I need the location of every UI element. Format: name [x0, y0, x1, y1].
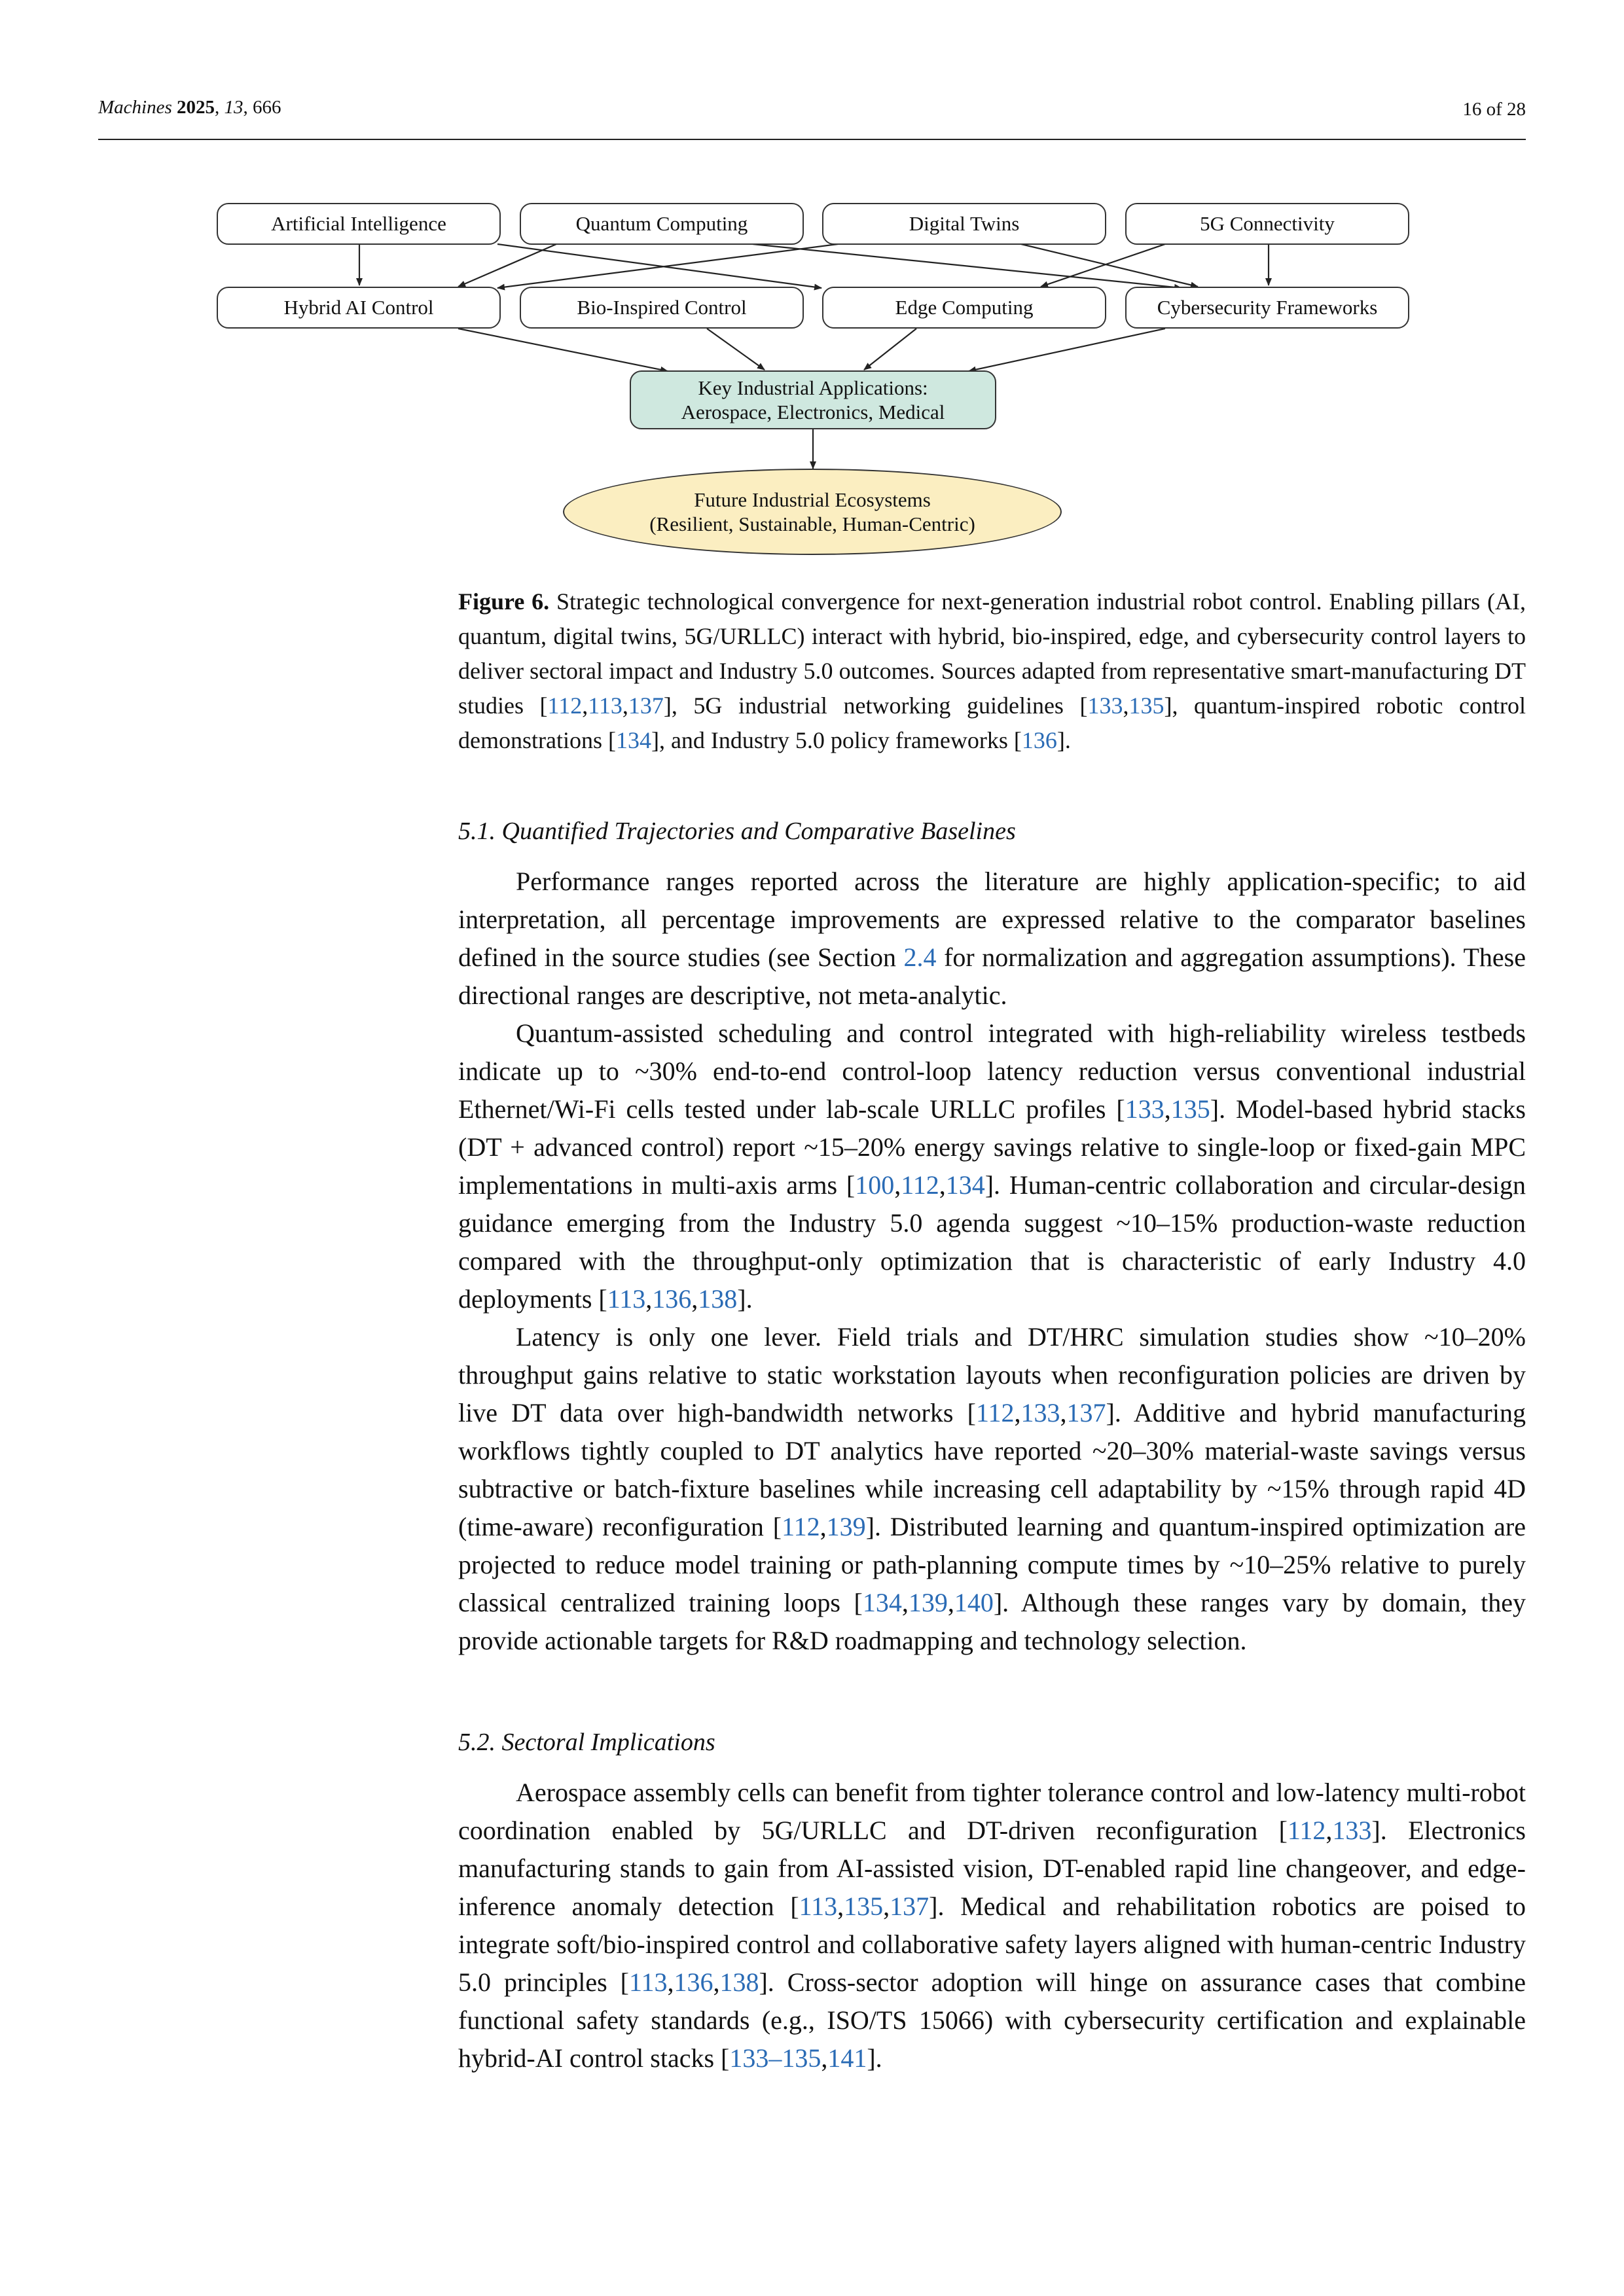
citation-range-dash: –	[768, 2043, 782, 2073]
node-edge-computing: Edge Computing	[822, 287, 1106, 329]
paragraph-text: Latency is only one lever. Field trials and DT/HRC simulation studies show ~10–20% throughput gains relative to static workstation layouts when reconfiguration policies are driven by live DT data over high-bandwidth networks [	[458, 1322, 1526, 1427]
figure-6-diagram	[0, 0, 1624, 589]
journal-volume: 13	[224, 97, 244, 118]
article-number: , 666	[243, 97, 281, 118]
node-cybersecurity-frameworks: Cybersecurity Frameworks	[1125, 287, 1409, 329]
citation-link[interactable]: 113	[628, 1967, 668, 1997]
citation-link[interactable]: 135	[782, 2043, 821, 2073]
paragraph: Aerospace assembly cells can benefit from tighter tolerance control and low-latency multi-robot coordination enabled by 5G/URLLC and DT-driven reconfiguration [112,133]. Electronics manufacturing stands to gain from AI-assisted vision, DT-enabled rapid line changeover, and edge-inference anomaly detection [113,135,137]. Medical and rehabilitation robotics are poised to integrate soft/bio-inspired control and collaborative safety layers aligned with human-centric Industry 5.0 principles [113,136,138]. Cross-sector adoption will hinge on assurance cases that combine functional safety standards (e.g., ISO/TS 15066) with cybersecurity certification and explainable hybrid-AI control stacks [133–135,141].	[458, 1778, 1526, 2073]
paragraph-text: ]. Medical and rehabilitation robotics are poised to integrate soft/bio-inspired control and collaborative safety layers aligned with human-centric Industry 5.0 principles [	[458, 1892, 1526, 1997]
section-heading-5-2: 5.2. Sectoral Implications	[458, 1729, 715, 1756]
citation-link[interactable]: 135	[1170, 1094, 1210, 1124]
node-hybrid-ai-control: Hybrid AI Control	[217, 287, 501, 329]
section-link[interactable]: 2.4	[903, 942, 937, 972]
section-heading-5-1: 5.1. Quantified Trajectories and Comparative Baselines	[458, 817, 1016, 845]
paragraph-text: ]. Distributed learning and quantum-inspired optimization are projected to reduce model training or path-planning compute times by ~10–25% relative to purely classical centralized training loops [	[458, 1512, 1526, 1617]
arrow-edge-to-key	[864, 329, 916, 370]
citation-link[interactable]: 136	[652, 1284, 692, 1314]
paragraph-text: ]. Human-centric collaboration and circular-design guidance emerging from the Industry 5.0 agenda suggest ~10–15% production-waste reduction compared with the throughput-only optimization that is characteristic of early Industry 4.0 deployments [	[458, 1170, 1526, 1314]
citation-link[interactable]: 113	[607, 1284, 646, 1314]
citation-link[interactable]: 112	[1287, 1816, 1326, 1845]
arrow-quantum-to-cyber	[753, 244, 1182, 288]
citation-link[interactable]: 113	[588, 692, 623, 719]
paragraph-text: Performance ranges reported across the literature are highly application-specific; to aid interpretation, all percentage improvements are expressed relative to the comparator baselines defined in the source studies (see Section	[458, 867, 1526, 972]
citation-link[interactable]: 112	[975, 1398, 1015, 1427]
citation-link[interactable]: 134	[615, 727, 651, 753]
node-quantum-computing: Quantum Computing	[520, 203, 804, 245]
citation-link[interactable]: 133	[729, 2043, 769, 2073]
paragraph-text: ]. Although these ranges vary by domain, they provide actionable targets for R&D roadmapping and technology selection.	[458, 1588, 1526, 1655]
node-bio-inspired-control: Bio-Inspired Control	[520, 287, 804, 329]
citation-link[interactable]: 134	[862, 1588, 902, 1617]
citation-link[interactable]: 112	[547, 692, 583, 719]
future-ecosystems-line2: (Resilient, Sustainable, Human-Centric)	[649, 512, 975, 535]
arrow-hybrid-to-key	[458, 329, 668, 371]
citation-link[interactable]: 138	[719, 1967, 759, 1997]
node-5g-connectivity: 5G Connectivity	[1125, 203, 1409, 245]
section-5-1-body	[458, 863, 1526, 1660]
paragraph: Quantum-assisted scheduling and control integrated with high-reliability wireless testbeds indicate up to ~30% end-to-end control-loop latency reduction versus conventional industrial Ethernet/Wi-Fi cells tested under lab-scale URLLC profiles [133,135]. Model-based hybrid stacks (DT + advanced control) report ~15–20% energy savings relative to single-loop or fixed-gain MPC implementations in multi-axis arms [100,112,134]. Human-centric collaboration and circular-design guidance emerging from the Industry 5.0 agenda suggest ~10–15% production-waste reduction compared with the throughput-only optimization that is characteristic of early Industry 4.0 deployments [113,136,138].	[458, 1018, 1526, 1314]
paragraph-text: for normalization and aggregation assumptions). These directional ranges are descriptive, not meta-analytic.	[458, 942, 1526, 1010]
journal-year: 2025	[177, 97, 215, 118]
citation-link[interactable]: 141	[827, 2043, 867, 2073]
citation-link[interactable]: 136	[1021, 727, 1057, 753]
paragraph-text: Aerospace assembly cells can benefit from tighter tolerance control and low-latency multi-robot coordination enabled by 5G/URLLC and DT-driven reconfiguration [	[458, 1778, 1526, 1845]
figure-caption: Figure 6. Strategic technological convergence for next-generation industrial robot control. Enabling pillars (AI, quantum, digital twins, 5G/URLLC) interact with hybrid, bio-inspired, edge, and cybersecurity control layers to deliver sectoral impact and Industry 5.0 outcomes. Sources adapted from representative smart-manufacturing DT studies [112,113,137], 5G industrial networking guidelines [133,135], quantum-inspired robotic control demonstrations [134], and Industry 5.0 policy frameworks [136].	[458, 588, 1526, 753]
citation-link[interactable]: 135	[844, 1892, 884, 1921]
caption-text: ], 5G industrial networking guidelines [	[663, 692, 1088, 719]
paragraph-text: ].	[737, 1284, 753, 1314]
paragraph-text: ]. Model-based hybrid stacks (DT + advanced control) report ~15–20% energy savings relative to single-loop or fixed-gain MPC implementations in multi-axis arms [	[458, 1094, 1526, 1200]
arrow-cyber-to-key	[969, 329, 1165, 371]
citation-link[interactable]: 137	[1066, 1398, 1106, 1427]
paragraph-text: ]. Electronics manufacturing stands to gain from AI-assisted vision, DT-enabled rapid line changeover, and edge-inference anomaly detection [	[458, 1816, 1526, 1921]
citation-link[interactable]: 112	[901, 1170, 939, 1200]
citation-link[interactable]: 140	[954, 1588, 994, 1617]
paragraph-text: ].	[867, 2043, 882, 2073]
caption-text: ], and Industry 5.0 policy frameworks [	[651, 727, 1022, 753]
citation-link[interactable]: 133	[1020, 1398, 1060, 1427]
citation-link[interactable]: 113	[799, 1892, 838, 1921]
node-future-industrial-ecosystems	[563, 469, 1062, 555]
section-5-2-body	[458, 1774, 1526, 2077]
citation-link[interactable]: 139	[908, 1588, 948, 1617]
citation-link[interactable]: 100	[855, 1170, 895, 1200]
node-digital-twins: Digital Twins	[822, 203, 1106, 245]
paragraph	[458, 863, 1526, 1014]
running-header: Machines 2025, 13, 666	[98, 97, 281, 118]
caption-text: Strategic technological convergence for next-generation industrial robot control. Enabling pillars (AI, quantum, digital twins, 5G/URLLC) interact with hybrid, bio-inspired, edge, and cybersecurity control layers to deliver sectoral impact and Industry 5.0 outcomes. Sources adapted from representative smart-manufacturing DT studies [	[458, 588, 1526, 719]
caption-text: ], quantum-inspired robotic control demonstrations [	[458, 692, 1526, 753]
citation-link[interactable]: 133	[1087, 692, 1123, 719]
paragraph-text: ]. Cross-sector adoption will hinge on assurance cases that combine functional safety standards (e.g., ISO/TS 15066) with cybersecurity certification and explainable hybrid-AI control stacks [	[458, 1967, 1526, 2073]
citation-link[interactable]: 135	[1128, 692, 1164, 719]
citation-link[interactable]: 137	[628, 692, 664, 719]
paragraph: Latency is only one lever. Field trials and DT/HRC simulation studies show ~10–20% throughput gains relative to static workstation layouts when reconfiguration policies are driven by live DT data over high-bandwidth networks [112,133,137]. Additive and hybrid manufacturing workflows tightly coupled to DT analytics have reported ~20–30% material-waste savings versus subtractive or batch-fixture baselines while increasing cell adaptability by ~15% through rapid 4D (time-aware) reconfiguration [112,139]. Distributed learning and quantum-inspired optimization are projected to reduce model training or path-planning compute times by ~10–25% relative to purely classical centralized training loops [134,139,140]. Although these ranges vary by domain, they provide actionable targets for R&D roadmapping and technology selection.	[458, 1322, 1526, 1655]
node-key-industrial-applications	[630, 370, 996, 429]
paragraph-text: ]. Additive and hybrid manufacturing workflows tightly coupled to DT analytics have reported ~20–30% material-waste savings versus subtractive or batch-fixture baselines while increasing cell adaptability by ~15% through rapid 4D (time-aware) reconfiguration [	[458, 1398, 1526, 1541]
citation-link[interactable]: 139	[826, 1512, 866, 1541]
citation-link[interactable]: 137	[890, 1892, 929, 1921]
caption-text: ].	[1056, 727, 1071, 753]
paragraph-text: Quantum-assisted scheduling and control integrated with high-reliability wireless testbeds indicate up to ~30% end-to-end control-loop latency reduction versus conventional industrial Ethernet/Wi-Fi cells tested under lab-scale URLLC profiles [	[458, 1018, 1526, 1124]
citation-link[interactable]: 138	[698, 1284, 738, 1314]
citation-link[interactable]: 134	[945, 1170, 985, 1200]
key-applications-line1: Key Industrial Applications:	[698, 376, 928, 399]
citation-link[interactable]: 112	[782, 1512, 820, 1541]
arrow-bio-to-key	[707, 329, 765, 370]
arrow-quantum-to-hybrid	[458, 244, 556, 287]
journal-name: Machines	[98, 97, 172, 118]
figure-label: Figure 6.	[458, 588, 550, 615]
page-number: 16 of 28	[1462, 99, 1526, 120]
citation-link[interactable]: 133	[1332, 1816, 1372, 1845]
future-ecosystems-line1: Future Industrial Ecosystems	[694, 488, 931, 511]
key-applications-line2: Aerospace, Electronics, Medical	[681, 401, 945, 423]
citation-link[interactable]: 133	[1125, 1094, 1164, 1124]
citation-link[interactable]: 136	[674, 1967, 713, 1997]
node-artificial-intelligence: Artificial Intelligence	[217, 203, 501, 245]
